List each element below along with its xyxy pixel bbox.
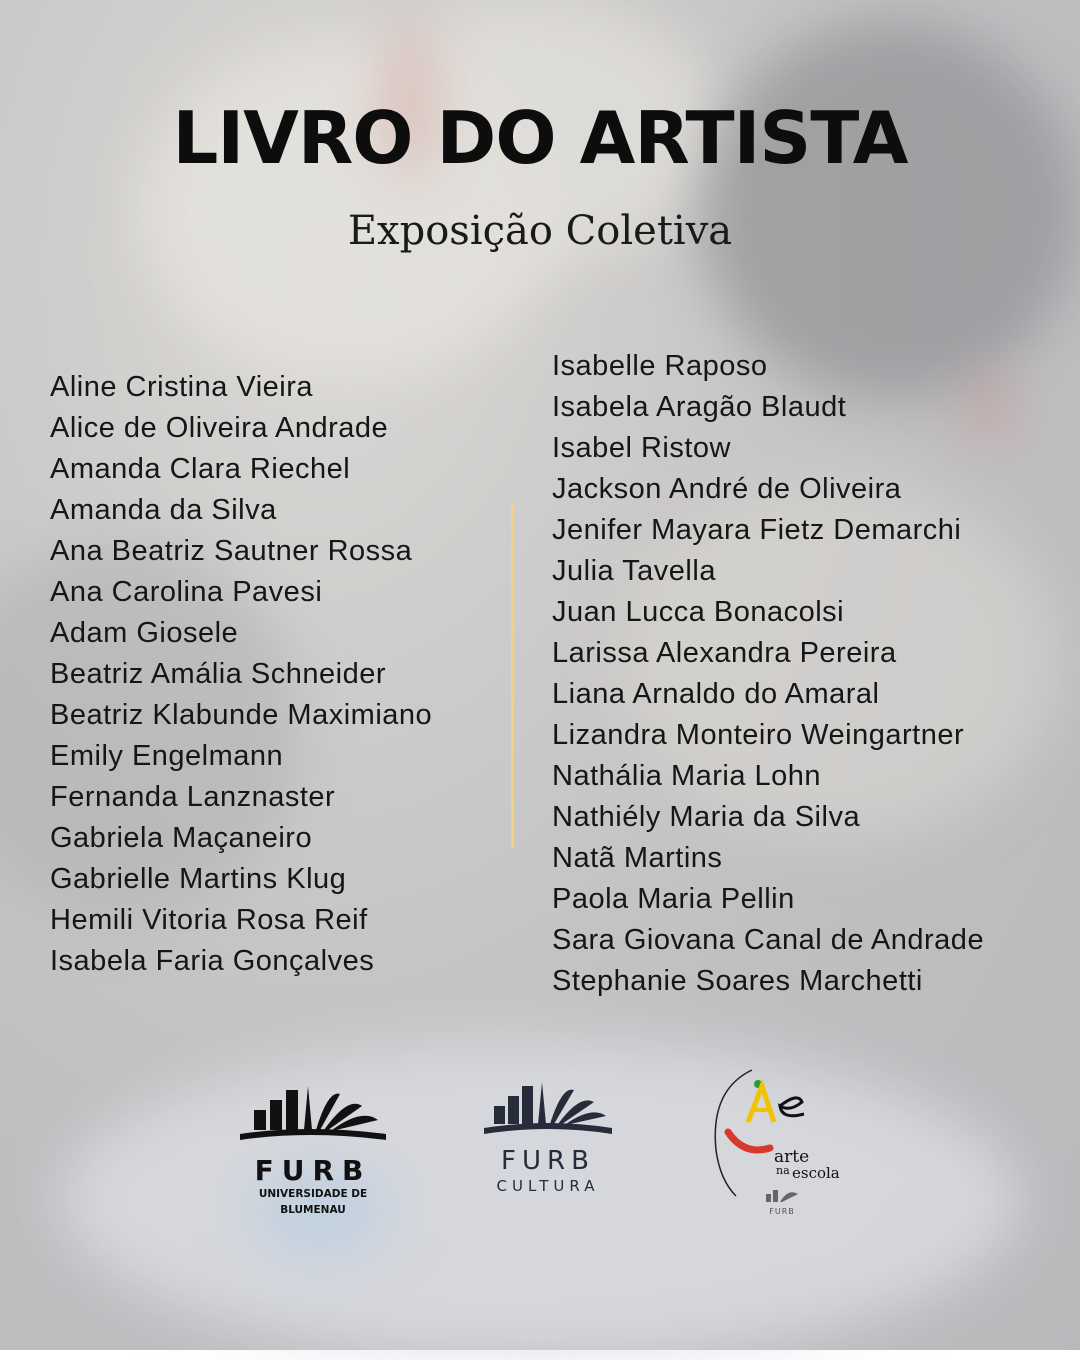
artist-name: Isabelle Raposo [552,350,768,382]
svg-text:FURB: FURB [769,1207,795,1216]
artist-name: Alice de Oliveira Andrade [50,412,389,444]
artist-name: Larissa Alexandra Pereira [552,637,897,669]
furb-emblem-icon [228,1080,398,1152]
artist-name: Lizandra Monteiro Weingartner [552,719,965,751]
furb-cultura-logo [478,1072,618,1197]
artist-name: Isabela Faria Gonçalves [50,945,375,977]
furb-cultura-emblem-icon [478,1072,618,1142]
artist-name: Gabrielle Martins Klug [50,863,347,895]
artist-name: Sara Giovana Canal de Andrade [552,924,985,956]
artist-name: Adam Giosele [50,617,239,649]
artist-name: Ana Beatriz Sautner Rossa [50,535,413,567]
furb-cultura-name: FURB [501,1146,595,1176]
artist-name: Nathália Maria Lohn [552,760,822,792]
svg-text:na: na [776,1164,790,1177]
artist-name: Isabela Aragão Blaudt [552,391,847,423]
artist-name: Beatriz Amália Schneider [50,658,386,690]
artist-name: Aline Cristina Vieira [50,371,314,403]
furb-name: FURB [254,1154,372,1187]
artist-name: Julia Tavella [552,555,716,587]
furb-cultura-tagline: CULTURA [496,1177,600,1195]
furb-tagline: UNIVERSIDADE DE BLUMENAU [258,1188,368,1216]
page-title: LIVRO DO ARTISTA [172,96,908,180]
artist-name: Hemili Vitoria Rosa Reif [50,904,368,936]
artist-name: Isabel Ristow [552,432,731,464]
artist-name: Nathiély Maria da Silva [552,801,861,833]
svg-text:arte: arte [774,1147,810,1167]
artist-name: Ana Carolina Pavesi [50,576,323,608]
artist-name: Natã Martins [552,842,723,874]
artist-list-right [552,346,984,1002]
artist-name: Jenifer Mayara Fietz Demarchi [552,514,962,546]
artist-name: Amanda Clara Riechel [50,453,351,485]
artist-name: Gabriela Maçaneiro [50,822,313,854]
artist-name: Amanda da Silva [50,494,277,526]
artist-name: Stephanie Soares Marchetti [552,965,923,997]
page-subtitle: Exposição Coletiva [347,208,733,254]
artist-name: Liana Arnaldo do Amaral [552,678,880,710]
svg-text:escola: escola [792,1164,840,1182]
column-divider [511,503,514,848]
arte-na-escola-emblem-icon [706,1062,856,1222]
artist-name: Fernanda Lanznaster [50,781,336,813]
artist-name: Juan Lucca Bonacolsi [552,596,845,628]
artist-list-left [50,367,432,982]
arte-na-escola-logo [706,1062,856,1222]
artist-name: Emily Engelmann [50,740,284,772]
artist-name: Paola Maria Pellin [552,883,795,915]
artist-name: Jackson André de Oliveira [552,473,902,505]
artist-name: Beatriz Klabunde Maximiano [50,699,433,731]
furb-logo [228,1080,398,1216]
